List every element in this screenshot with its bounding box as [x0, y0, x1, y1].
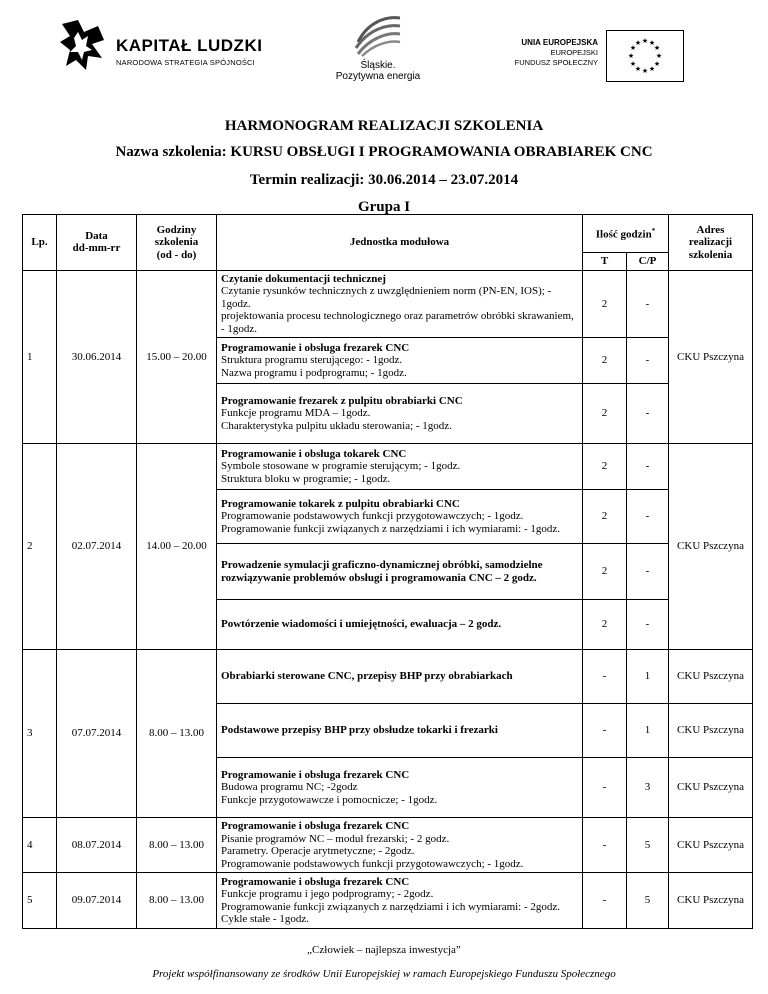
schedule-table [22, 214, 753, 929]
module-cell [217, 600, 583, 650]
module-line: Parametry. Operacje arytmetyczne; - 2godz. [221, 845, 415, 857]
footer-motto: „Człowiek – najlepsza inwestycja” [307, 944, 461, 956]
svg-text:★: ★ [634, 39, 642, 47]
svg-text:★: ★ [641, 67, 649, 75]
table-row [23, 650, 753, 704]
row-date: 30.06.2014 [57, 270, 137, 444]
module-line: Czytanie rysunków technicznych z uwzględnieniem norm (PN-EN, IOS); - 1godz. [221, 285, 552, 310]
module-cell [217, 444, 583, 490]
hours-t: 2 [583, 544, 627, 600]
eu-flag-icon [606, 30, 684, 82]
module-line: Programowanie funkcji związanych z narzędziami i ich wymiarami: - 2godz. [221, 900, 561, 913]
row-hours: 8.00 – 13.00 [137, 818, 217, 873]
module-line: Programowanie podstawowych funkcji przygotowawczych; - 1godz. [221, 857, 524, 870]
module-title: Podstawowe przepisy BHP przy obsłudze tokarki i frezarki [221, 724, 498, 737]
row-lp: 4 [23, 818, 57, 873]
row-lp: 5 [23, 873, 57, 929]
document-title: HARMONOGRAM REALIZACJI SZKOLENIA [224, 118, 544, 134]
module-cell [217, 544, 583, 600]
svg-text:★: ★ [648, 39, 656, 47]
kapital-ludzki-subtitle: NARODOWA STRATEGIA SPÓJNOŚCI [116, 58, 255, 67]
hours-cp: 1 [627, 650, 669, 704]
module-cell [217, 384, 583, 444]
group-label: Grupa I [357, 199, 411, 215]
table-header-row [23, 215, 753, 253]
module-line: Nazwa programu i podprogramu; - 1godz. [221, 366, 407, 379]
module-title: Programowanie i obsługa frezarek CNC [221, 875, 410, 888]
kapital-ludzki-title: KAPITAŁ LUDZKI [116, 36, 263, 55]
hours-cp: - [627, 544, 669, 600]
row-date: 07.07.2014 [57, 650, 137, 818]
module-title: Programowanie i obsługa frezarek CNC [221, 820, 410, 832]
header-module: Jednostka modułowa [217, 215, 583, 271]
header-address: Adres realizacji szkolenia [669, 215, 753, 271]
module-line: Programowanie podstawowych funkcji przygotowawczych; - 1godz. [221, 510, 524, 523]
row-address: CKU Pszczyna [669, 758, 753, 818]
svg-text:★: ★ [629, 44, 637, 52]
table-row [23, 818, 753, 873]
eu-fund-label-1: EUROPEJSKI [550, 48, 598, 57]
module-line: Struktura programu sterującego: - 1godz. [221, 354, 403, 367]
slaskie-tagline: Pozytywna energia [335, 71, 421, 82]
eu-union-label: UNIA EUROPEJSKA [521, 38, 598, 47]
hours-cp: - [627, 270, 669, 338]
row-lp: 3 [23, 650, 57, 818]
row-hours: 15.00 – 20.00 [137, 270, 217, 444]
module-cell [217, 650, 583, 704]
row-address: CKU Pszczyna [669, 270, 753, 444]
module-cell [217, 818, 583, 873]
svg-text:★: ★ [634, 65, 642, 73]
module-title: Programowanie frezarek z pulpitu obrabiarki CNC [221, 394, 463, 407]
module-title: Powtórzenie wiadomości i umiejętności, ewaluacja – 2 godz. [221, 618, 502, 631]
eu-text [515, 38, 598, 68]
module-line: Pisanie programów NC – moduł frezarski; - 2 godz. [221, 832, 450, 845]
module-line: Cykle stałe - 1godz. [221, 913, 309, 925]
header-t: T [583, 253, 627, 271]
header-hour-count: Ilość godzin* [583, 215, 669, 253]
header-date: Data dd-mm-rr [57, 215, 137, 271]
row-date: 09.07.2014 [57, 873, 137, 929]
module-line: Struktura bloku w programie; - 1godz. [221, 472, 391, 485]
svg-text:★: ★ [653, 44, 661, 52]
hours-cp: 3 [627, 758, 669, 818]
table-row [23, 873, 753, 929]
row-address: CKU Pszczyna [669, 704, 753, 758]
hours-t: 2 [583, 490, 627, 544]
module-cell [217, 490, 583, 544]
logo-bar [0, 10, 768, 90]
row-lp: 2 [23, 444, 57, 650]
hours-t: 2 [583, 444, 627, 490]
module-cell [217, 270, 583, 338]
svg-text:★: ★ [655, 52, 663, 60]
hours-cp: 1 [627, 704, 669, 758]
hours-cp: - [627, 444, 669, 490]
row-address: CKU Pszczyna [669, 650, 753, 704]
module-title: Programowanie tokarek z pulpitu obrabiarki CNC [221, 497, 460, 510]
hours-t: - [583, 873, 627, 929]
hours-t: 2 [583, 338, 627, 384]
hours-t: - [583, 650, 627, 704]
slaskie-swirl-icon [352, 12, 404, 58]
hours-cp: - [627, 600, 669, 650]
training-term: Termin realizacji: 30.06.2014 – 23.07.2014 [249, 172, 519, 188]
module-title: Obrabiarki sterowane CNC, przepisy BHP przy obrabiarkach [221, 670, 513, 683]
kapital-ludzki-emblem-icon [58, 18, 110, 74]
module-title: Programowanie i obsługa tokarek CNC [221, 447, 407, 460]
hours-t: 2 [583, 270, 627, 338]
svg-text:★: ★ [627, 52, 635, 60]
module-title: Czytanie dokumentacji technicznej [221, 272, 386, 285]
table-row [23, 270, 753, 338]
header-hours: Godziny szkolenia (od - do) [137, 215, 217, 271]
row-lp: 1 [23, 270, 57, 444]
row-hours: 8.00 – 13.00 [137, 873, 217, 929]
module-title: Programowanie i obsługa frezarek CNC [221, 341, 410, 354]
svg-text:★: ★ [641, 37, 649, 45]
slaskie-logo [318, 12, 438, 88]
hours-cp: - [627, 490, 669, 544]
hours-cp: 5 [627, 818, 669, 873]
module-title: Programowanie i obsługa frezarek CNC [221, 768, 410, 781]
training-name: Nazwa szkolenia: KURSU OBSŁUGI I PROGRAMOWANIA OBRABIAREK CNC [115, 144, 653, 160]
svg-text:★: ★ [653, 60, 661, 68]
svg-text:★: ★ [648, 65, 656, 73]
module-line: Funkcje programu i jego podprogramy; - 2godz. [221, 888, 434, 900]
hours-t: 2 [583, 600, 627, 650]
module-cell [217, 704, 583, 758]
hours-t: - [583, 818, 627, 873]
hours-cp: - [627, 338, 669, 384]
module-line: Budowa programu NC; -2godz [221, 781, 358, 794]
module-line: Symbole stosowane w programie sterującym; - 1godz. [221, 460, 461, 473]
eu-fund-label-2: FUNDUSZ SPOŁECZNY [514, 58, 598, 67]
row-hours: 14.00 – 20.00 [137, 444, 217, 650]
footer-project-note: Projekt współfinansowany ze środków Unii Europejskiej w ramach Europejskiego Funduszu Społecznego [152, 968, 616, 980]
slaskie-name: Śląskie. [360, 60, 396, 71]
hours-t: 2 [583, 384, 627, 444]
module-line: Funkcje programu MDA – 1godz. [221, 407, 371, 420]
module-line: projektowania procesu technologicznego oraz parametrów obróbki skrawaniem, - 1godz. [221, 310, 574, 335]
module-title: Prowadzenie symulacji graficzno-dynamicznej obróbki, samodzielne rozwiązywanie problemów obsługi i programowania CNC – 2 godz. [221, 559, 543, 584]
row-date: 02.07.2014 [57, 444, 137, 650]
kapital-ludzki-logo [58, 18, 278, 78]
module-cell [217, 873, 583, 929]
hours-t: - [583, 758, 627, 818]
eu-logo [494, 30, 684, 80]
hours-cp: 5 [627, 873, 669, 929]
hours-t: - [583, 704, 627, 758]
module-line: Funkcje przygotowawcze i pomocnicze; - 1godz. [221, 793, 438, 806]
table-row [23, 444, 753, 490]
module-cell [217, 338, 583, 384]
row-address: CKU Pszczyna [669, 444, 753, 650]
module-line: Charakterystyka pulpitu układu sterowania; - 1godz. [221, 419, 452, 432]
row-address: CKU Pszczyna [669, 873, 753, 929]
module-line: Programowanie funkcji związanych z narzędziami i ich wymiarami: - 1godz. [221, 522, 561, 535]
row-address: CKU Pszczyna [669, 818, 753, 873]
svg-text:★: ★ [629, 60, 637, 68]
module-cell [217, 758, 583, 818]
row-date: 08.07.2014 [57, 818, 137, 873]
header-cp: C/P [627, 253, 669, 271]
hours-cp: - [627, 384, 669, 444]
header-lp: Lp. [23, 215, 57, 271]
row-hours: 8.00 – 13.00 [137, 650, 217, 818]
